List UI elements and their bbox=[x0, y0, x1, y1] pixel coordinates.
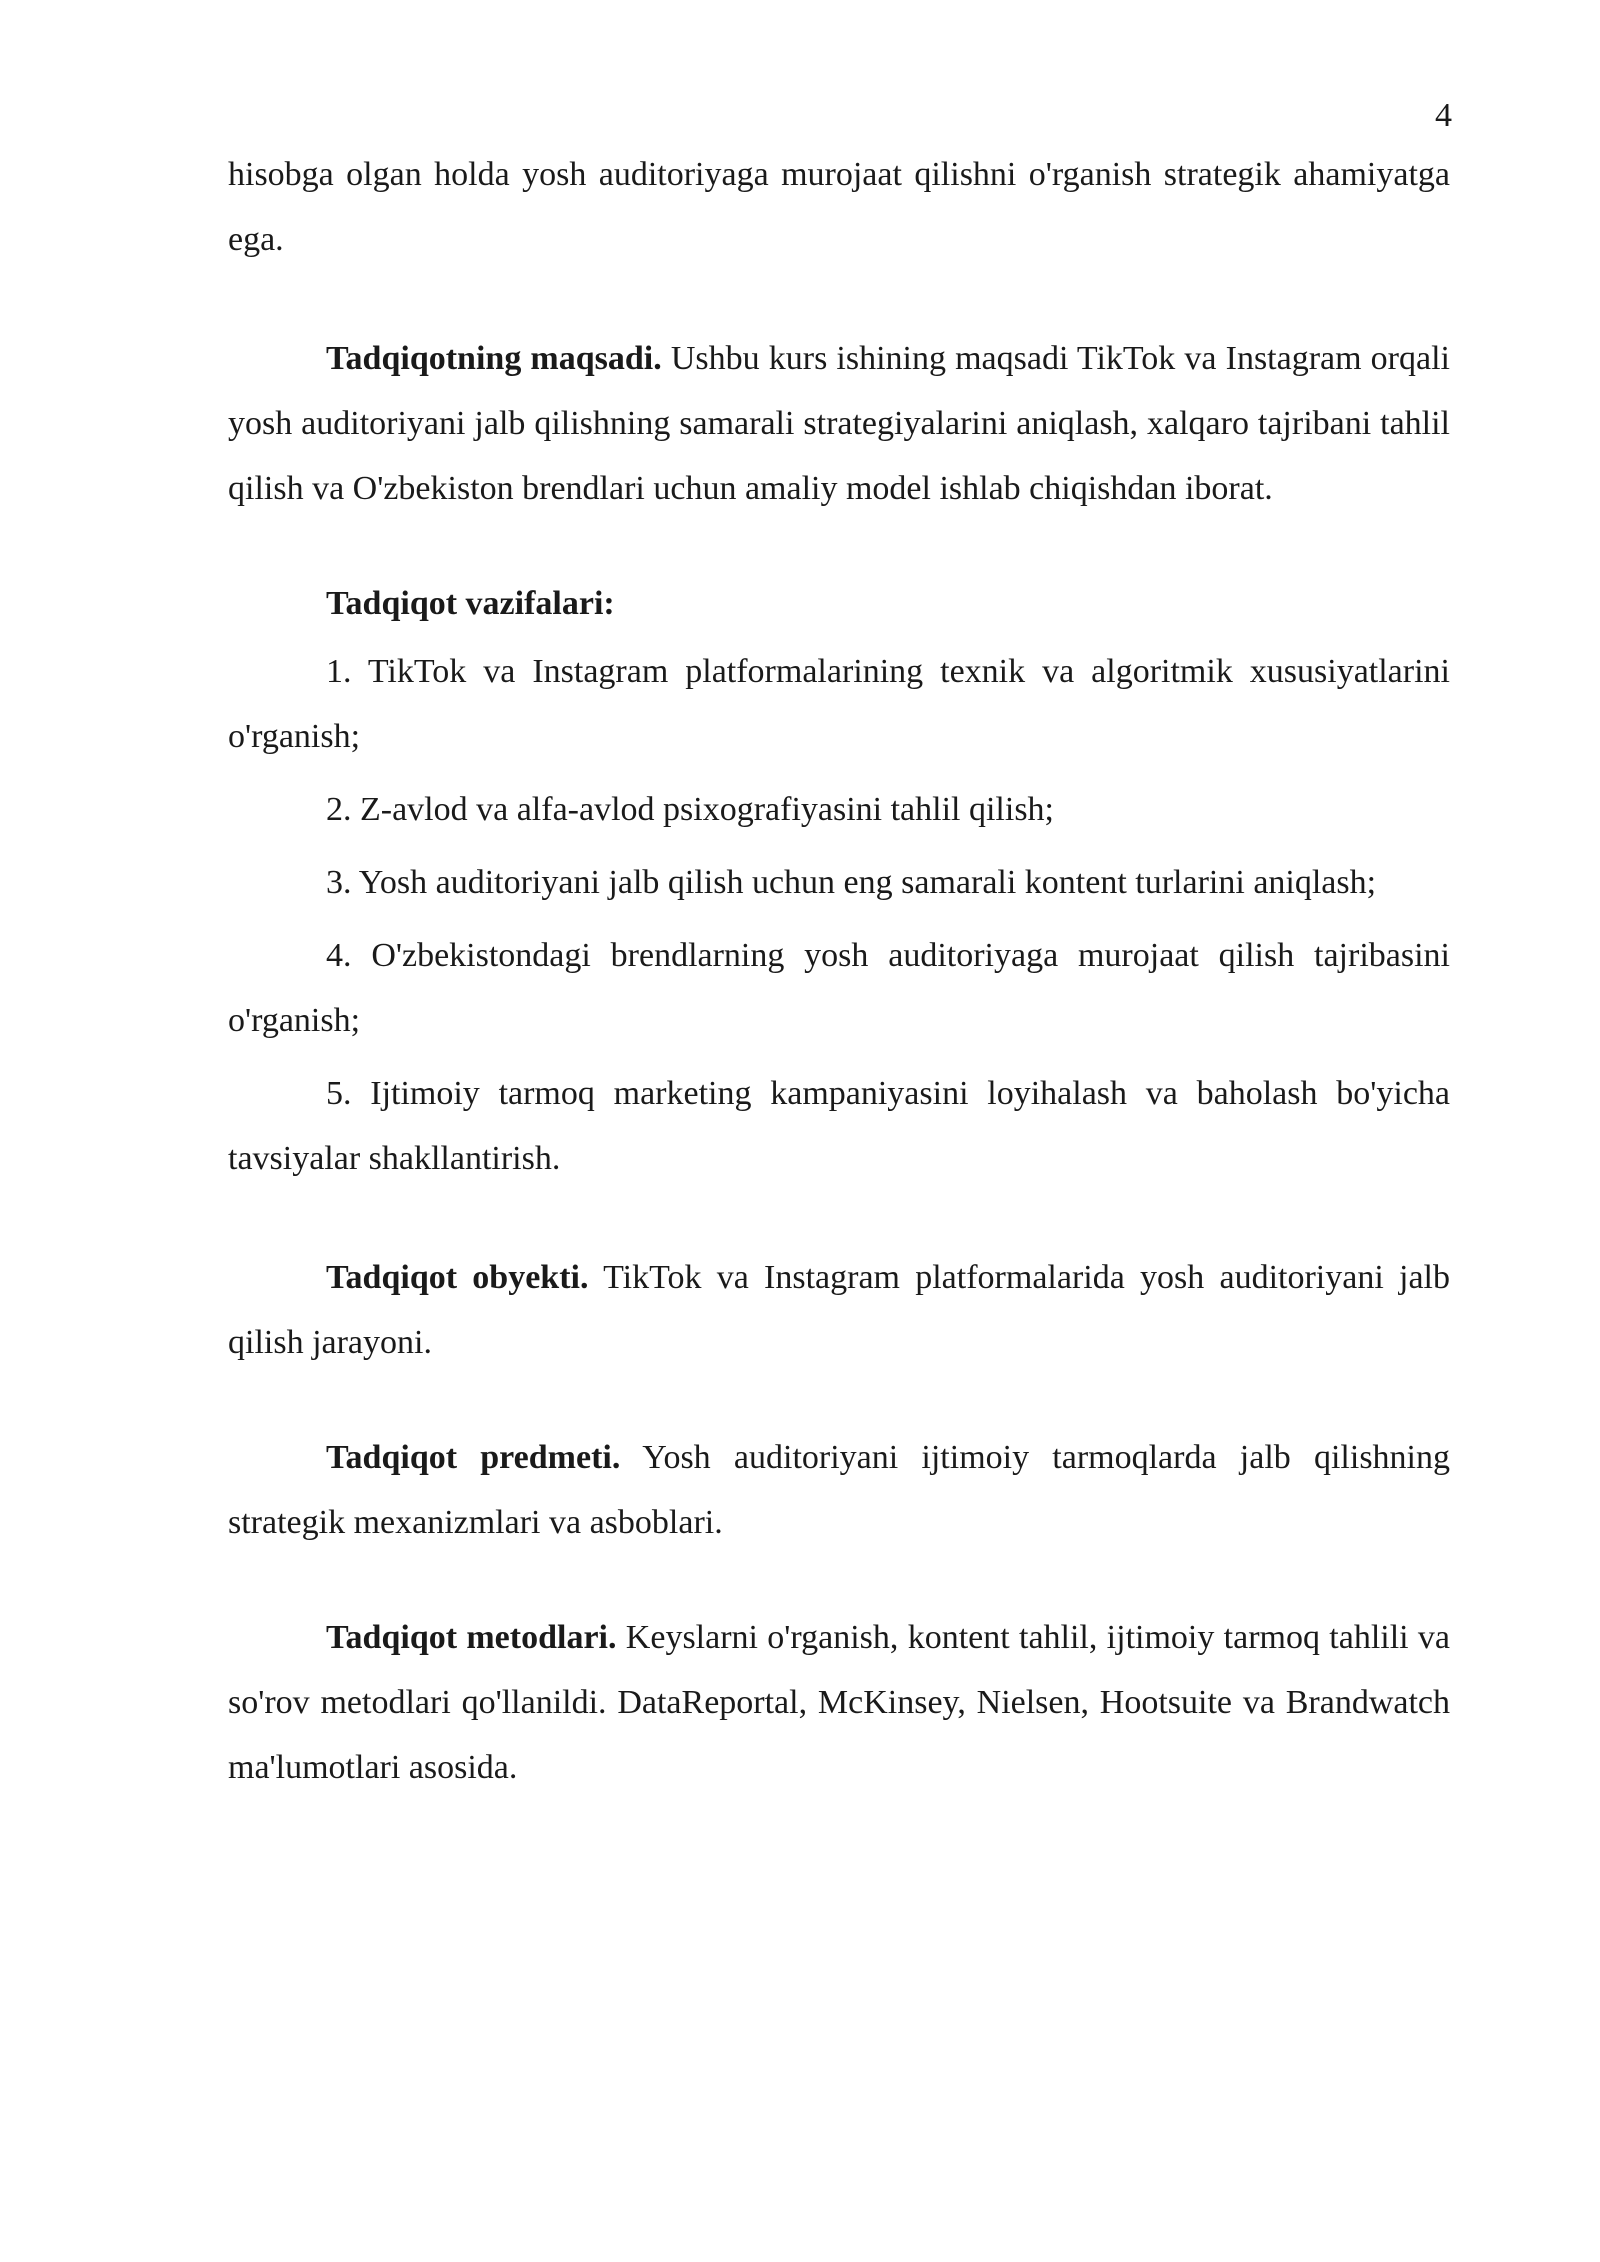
subject-paragraph bbox=[228, 1425, 1450, 1555]
task-item-5: 5. Ijtimoiy tarmoq marketing kampaniyasini loyihalash va baholash bo'yicha tavsiyalar shakllantirish. bbox=[228, 1075, 1450, 1177]
tasks-heading: Tadqiqot vazifalari: bbox=[326, 585, 615, 622]
task-item-1: 1. TikTok va Instagram platformalarining texnik va algoritmik xususiyatlarini o'rganish; bbox=[228, 653, 1450, 755]
task-item-4: 4. O'zbekistondagi brendlarning yosh auditoriyaga murojaat qilish tajribasini o'rganish; bbox=[228, 937, 1450, 1039]
task-item-3: 3. Yosh auditoriyani jalb qilish uchun eng samarali kontent turlarini aniqlash; bbox=[326, 864, 1377, 901]
subject-lead: Tadqiqot predmeti. bbox=[326, 1439, 621, 1476]
page-content bbox=[228, 142, 1450, 1800]
methods-paragraph bbox=[228, 1605, 1450, 1800]
task-item-2: 2. Z-avlod va alfa-avlod psixografiyasini tahlil qilish; bbox=[326, 791, 1054, 828]
methods-lead: Tadqiqot metodlari. bbox=[326, 1619, 617, 1656]
intro-paragraph: hisobga olgan holda yosh auditoriyaga murojaat qilishni o'rganish strategik ahamiyatga ega. bbox=[228, 156, 1450, 258]
goal-lead: Tadqiqotning maqsadi. bbox=[326, 340, 662, 377]
object-lead: Tadqiqot obyekti. bbox=[326, 1259, 589, 1296]
subject-text: Yosh auditoriyani ijtimoiy tarmoqlarda jalb qilishning strategik mexanizmlari va asboblari. bbox=[228, 1439, 1450, 1541]
goal-text: Ushbu kurs ishining maqsadi TikTok va Instagram orqali yosh auditoriyani jalb qilishning samarali strategiyalarini aniqlash, xalqaro tajribani tahlil qilish va O'zbekiston brendlari uchun amaliy model ishlab chiqishdan iborat. bbox=[228, 340, 1450, 507]
page-number: 4 bbox=[1435, 97, 1452, 134]
methods-text: Keyslarni o'rganish, kontent tahlil, ijtimoiy tarmoq tahlili va so'rov metodlari qo'llanildi. DataReportal, McKinsey, Nielsen, Hootsuite va Brandwatch ma'lumotlari asosida. bbox=[228, 1619, 1450, 1786]
goal-paragraph bbox=[228, 326, 1450, 521]
object-text: TikTok va Instagram platformalarida yosh auditoriyani jalb qilish jarayoni. bbox=[228, 1259, 1451, 1361]
object-paragraph bbox=[228, 1245, 1450, 1375]
